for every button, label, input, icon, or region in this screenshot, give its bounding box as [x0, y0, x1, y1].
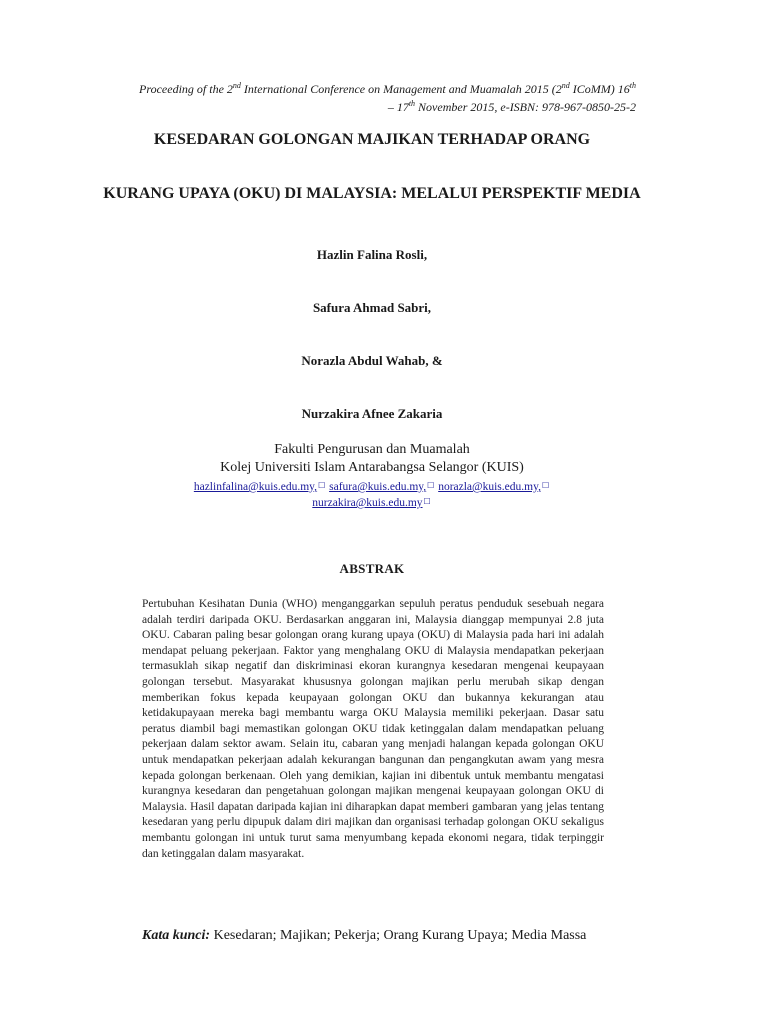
- email-list-line-2: [100, 494, 644, 511]
- email-link[interactable]: safura@kuis.edu.my,: [329, 481, 427, 493]
- superscript-th: th: [408, 99, 416, 108]
- author-name: Nurzakira Afnee Zakaria: [301, 406, 443, 421]
- superscript-nd: nd: [232, 81, 241, 90]
- affiliation-university: Kolej Universiti Islam Antarabangsa Selangor (KUIS): [220, 460, 524, 475]
- abstract-body: Pertubuhan Kesihatan Dunia (WHO) menganggarkan sepuluh peratus penduduk sesebuah negara adalah terdiri daripada OKU. Berdasarkan anggaran ini, Malaysia dianggap mempunyai 2.8 juta OKU. Cabaran paling besar golongan orang kurang upaya (OKU) di Malaysia pada hari ini adalah mendapat peluang pekerjaan. Faktor yang menghalang OKU di Malaysia mendapatkan pekerjaan termasuklah sikap negatif dan diskriminasi ekoran kurangnya kesedaran mengenai keupayaan golongan tersebut. Masyarakat khususnya golongan majikan perlu merubah sikap dengan memberikan fokus kepada keupayaan golongan OKU dan bukannya kekurangan atau ketidakupayaan mereka bagi membantu warga OKU Malaysia memiliki pekerjaan. Dasar satu peratus diambil bagi memastikan golongan OKU tidak ketinggalan dalam mendapatkan peluang pekerjaan dalam sektor awam. Selain itu, cabaran yang menjadi halangan kepada golongan OKU untuk mendapatkan pekerjaan adalah kekurangan bangunan dan pengangkutan awam yang mesra kepada golongan berkenaan. Oleh yang demikian, kajian ini dibentuk untuk membantu mengatasi kurangnya kesedaran dan pengetahuan golongan majikan mengenai keupayaan golongan OKU di Malaysia. Hasil dapatan daripada kajian ini diharapkan dapat memberi gambaran yang jelas tentang kesedaran yang perlu dipupuk dalam diri majikan dan organisasi terhadap golongan OKU sekaligus membantu golongan ini untuk turut sama menyumbang kepada ekonomi negara, tidak terpinggir dan ketinggalan dalam masyarakat.: [142, 598, 604, 860]
- author-name: Safura Ahmad Sabri,: [312, 300, 432, 315]
- conference-acronym: ICoMM) 16: [569, 82, 630, 96]
- abstract-heading: ABSTRAK: [339, 561, 405, 576]
- broken-glyph-icon: ☐: [541, 481, 550, 490]
- date-and-isbn: November 2015, e-ISBN: 978-967-0850-25-2: [415, 100, 636, 114]
- email-list-line-1: [100, 478, 644, 495]
- email-link[interactable]: nurzakira@kuis.edu.my: [312, 497, 423, 509]
- author-name: Norazla Abdul Wahab, &: [301, 353, 443, 368]
- broken-glyph-icon: ☐: [423, 497, 431, 506]
- affiliation-faculty: Fakulti Pengurusan dan Muamalah: [274, 442, 470, 457]
- date-end: – 17: [387, 100, 409, 114]
- conference-name: International Conference on Management and Muamalah 2015 (2: [240, 82, 562, 96]
- superscript-th: th: [629, 81, 636, 90]
- proceeding-header-line-1: [96, 82, 636, 96]
- paper-title-line-2: KURANG UPAYA (OKU) DI MALAYSIA: MELALUI PERSPEKTIF MEDIA: [103, 185, 641, 202]
- paper-title-line-1: KESEDARAN GOLONGAN MAJIKAN TERHADAP ORANG: [153, 131, 591, 148]
- proceeding-prefix: Proceeding of the 2: [139, 82, 233, 96]
- proceeding-header-line-2: [96, 100, 636, 114]
- superscript-nd: nd: [561, 81, 570, 90]
- keywords-label: Kata kunci:: [142, 928, 211, 943]
- email-link[interactable]: hazlinfalina@kuis.edu.my,: [193, 481, 318, 493]
- email-link[interactable]: norazla@kuis.edu.my,: [438, 481, 541, 493]
- broken-glyph-icon: ☐: [427, 481, 435, 490]
- keywords: [142, 927, 604, 945]
- broken-glyph-icon: ☐: [318, 481, 326, 490]
- keywords-text: Kesedaran; Majikan; Pekerja; Orang Kurang Upaya; Media Massa: [210, 928, 587, 943]
- author-name: Hazlin Falina Rosli,: [316, 247, 428, 262]
